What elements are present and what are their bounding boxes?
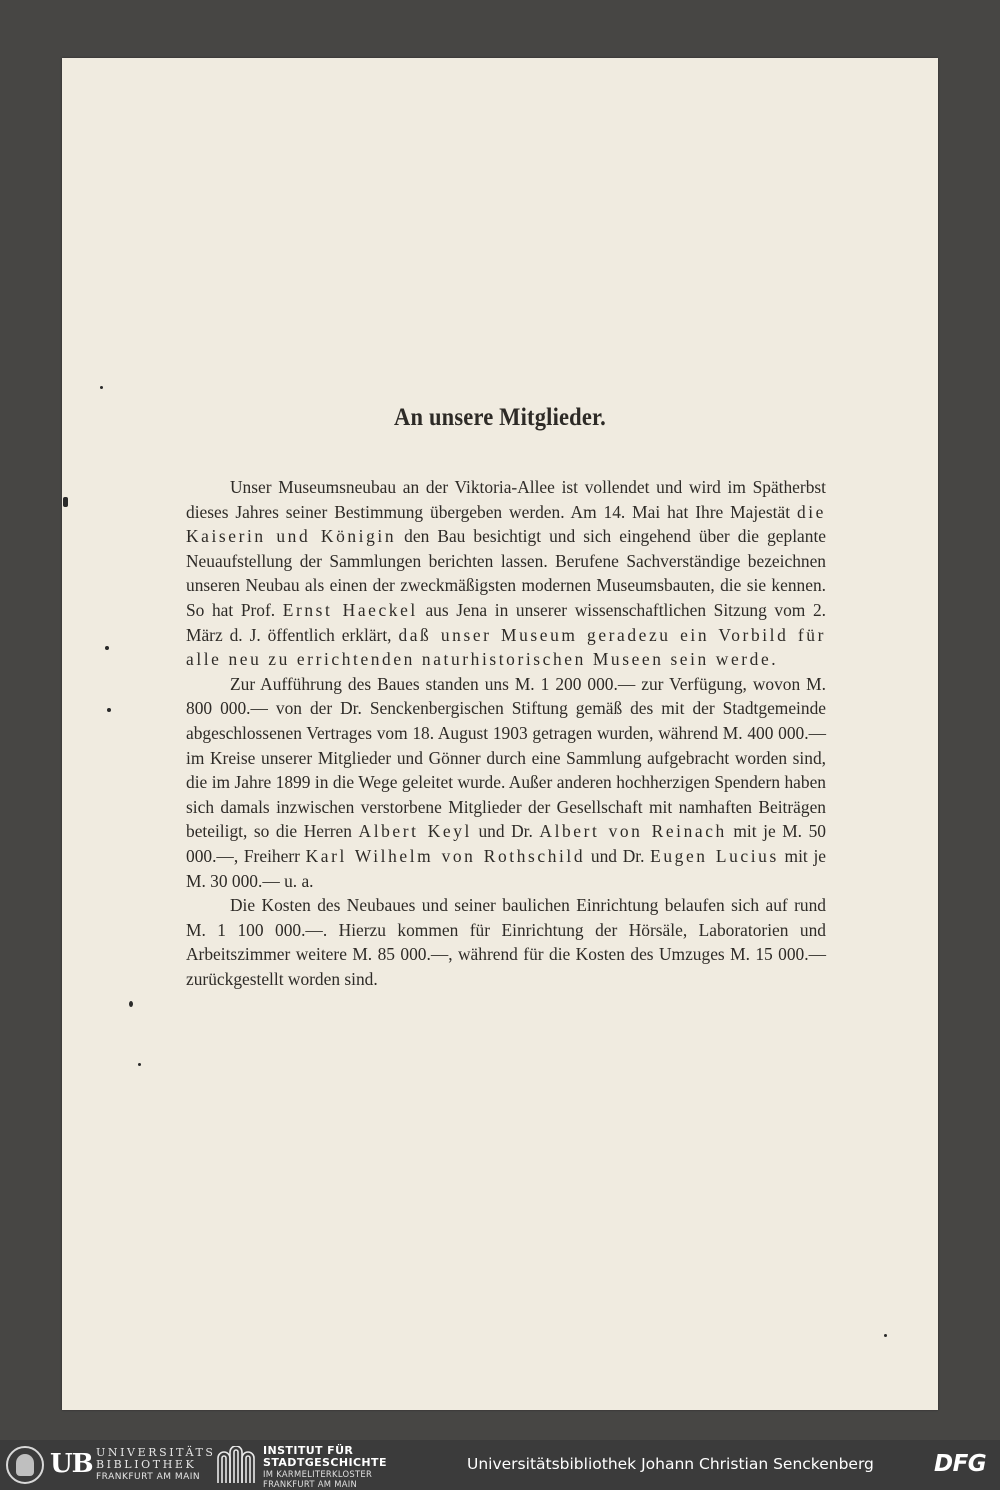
body-text [186,475,826,991]
paragraph-1 [186,475,826,672]
ub-logo-line: BIBLIOTHEK [96,1458,197,1471]
paragraph-text: den Bau besichtigt und sich eingehend über die geplante Neuaufstellung der Sammlungen berichten lassen. Berufene Sachverständige bezeichnen unseren Neubau als einen der zweckmäßigsten modernen Museumsbauten, die sie kennen. So hat Prof. [186,526,826,620]
scan-speck [129,1001,133,1007]
paragraph-text: mit je M. 50 000.—, Freiherr [186,821,826,866]
paragraph-text: Zur Aufführung des Baues standen uns M. 1 200 000.— zur Verfügung, wovon M. 800 000.— von der Dr. Senckenbergischen Stiftung gemäß des mit der Stadtgemeinde abgeschlossenen Vertrages vom 18. August 1903 getragen wurden, während M. 400 000.— im Kreise unserer Mitglieder und Gönner durch eine Sammlung aufgebracht worden sind, die im Jahre 1899 in die Wege geleitet wurde. Außer anderen hochherzigen Spendern haben sich damals inzwischen verstorbene Mitglieder der Gesellschaft mit namhaften Beiträgen beteiligt, so die Herren [186,673,826,842]
emphasized-text: die Kaiserin und Königin [186,501,826,547]
document-page [62,58,938,1410]
paragraph-text: aus Jena in unserer wissenschaftlichen Sitzung vom 2. März d. J. öffentlich erklärt, [186,599,826,645]
dfg-logo: DFG [934,1451,987,1477]
emphasized-text: Ernst Haeckel [282,599,418,620]
ub-logo-letters: UB [50,1449,93,1479]
page-title: An unsere Mitglieder. [394,404,606,431]
library-name-link[interactable]: Universitätsbibliothek Johann Christian Senckenberg [467,1455,874,1473]
institute-line: IM KARMELITERKLOSTER [263,1469,373,1479]
ub-logo-line: UNIVERSITÄTS [96,1446,216,1459]
institute-logo-text [263,1445,387,1489]
emphasized-text: Albert Keyl [358,821,472,842]
scan-speck [884,1334,887,1337]
paragraph-text: und Dr. [585,845,651,866]
emphasized-text: Karl Wilhelm von Rothschild [305,845,586,866]
emphasized-text: Albert von Reinach [539,821,727,842]
institute-line: INSTITUT FÜR [263,1444,354,1457]
paragraph-text: und Dr. [471,821,540,842]
paragraph-text: Unser Museumsneubau an der Viktoria-Allee ist vollendet und wird im Spätherbst dieses Jahres seiner Bestimmung übergeben werden. Am 14. Mai hat Ihre Majestät [186,477,826,522]
institute-logo-icon [216,1446,256,1484]
paragraph-2 [186,672,826,893]
paragraph-text: Die Kosten des Neubaues und seiner baulichen Einrichtung belaufen sich auf rund M. 1 100 000.—. Hierzu kommen für Einrichtung der Hörsäle, Laboratorien und Arbeitszimmer weitere M. 85 000.—, während für die Kosten des Umzuges M. 15 000.— zurückgestellt worden sind. [186,895,826,989]
ub-logo-text [96,1447,216,1483]
institute-line: STADTGESCHICHTE [263,1456,387,1469]
ub-logo-line: FRANKFURT AM MAIN [96,1472,201,1482]
scan-speck [105,646,109,650]
scan-speck [63,497,68,507]
emphasized-text: Eugen Lucius [650,845,779,866]
paragraph-text: mit je M. 30 000.— u. a. [186,845,827,891]
institute-line: FRANKFURT AM MAIN [263,1479,358,1489]
emphasized-text: daß unser Museum geradezu ein Vorbild für alle neu zu errichtenden naturhistorischen Museen sein werde. [186,624,826,670]
university-seal-icon [6,1446,44,1484]
paragraph-3 [186,893,826,991]
viewer-footer [0,1440,1000,1490]
scan-speck [107,708,111,712]
scan-speck [138,1063,141,1066]
scan-speck [100,386,103,389]
